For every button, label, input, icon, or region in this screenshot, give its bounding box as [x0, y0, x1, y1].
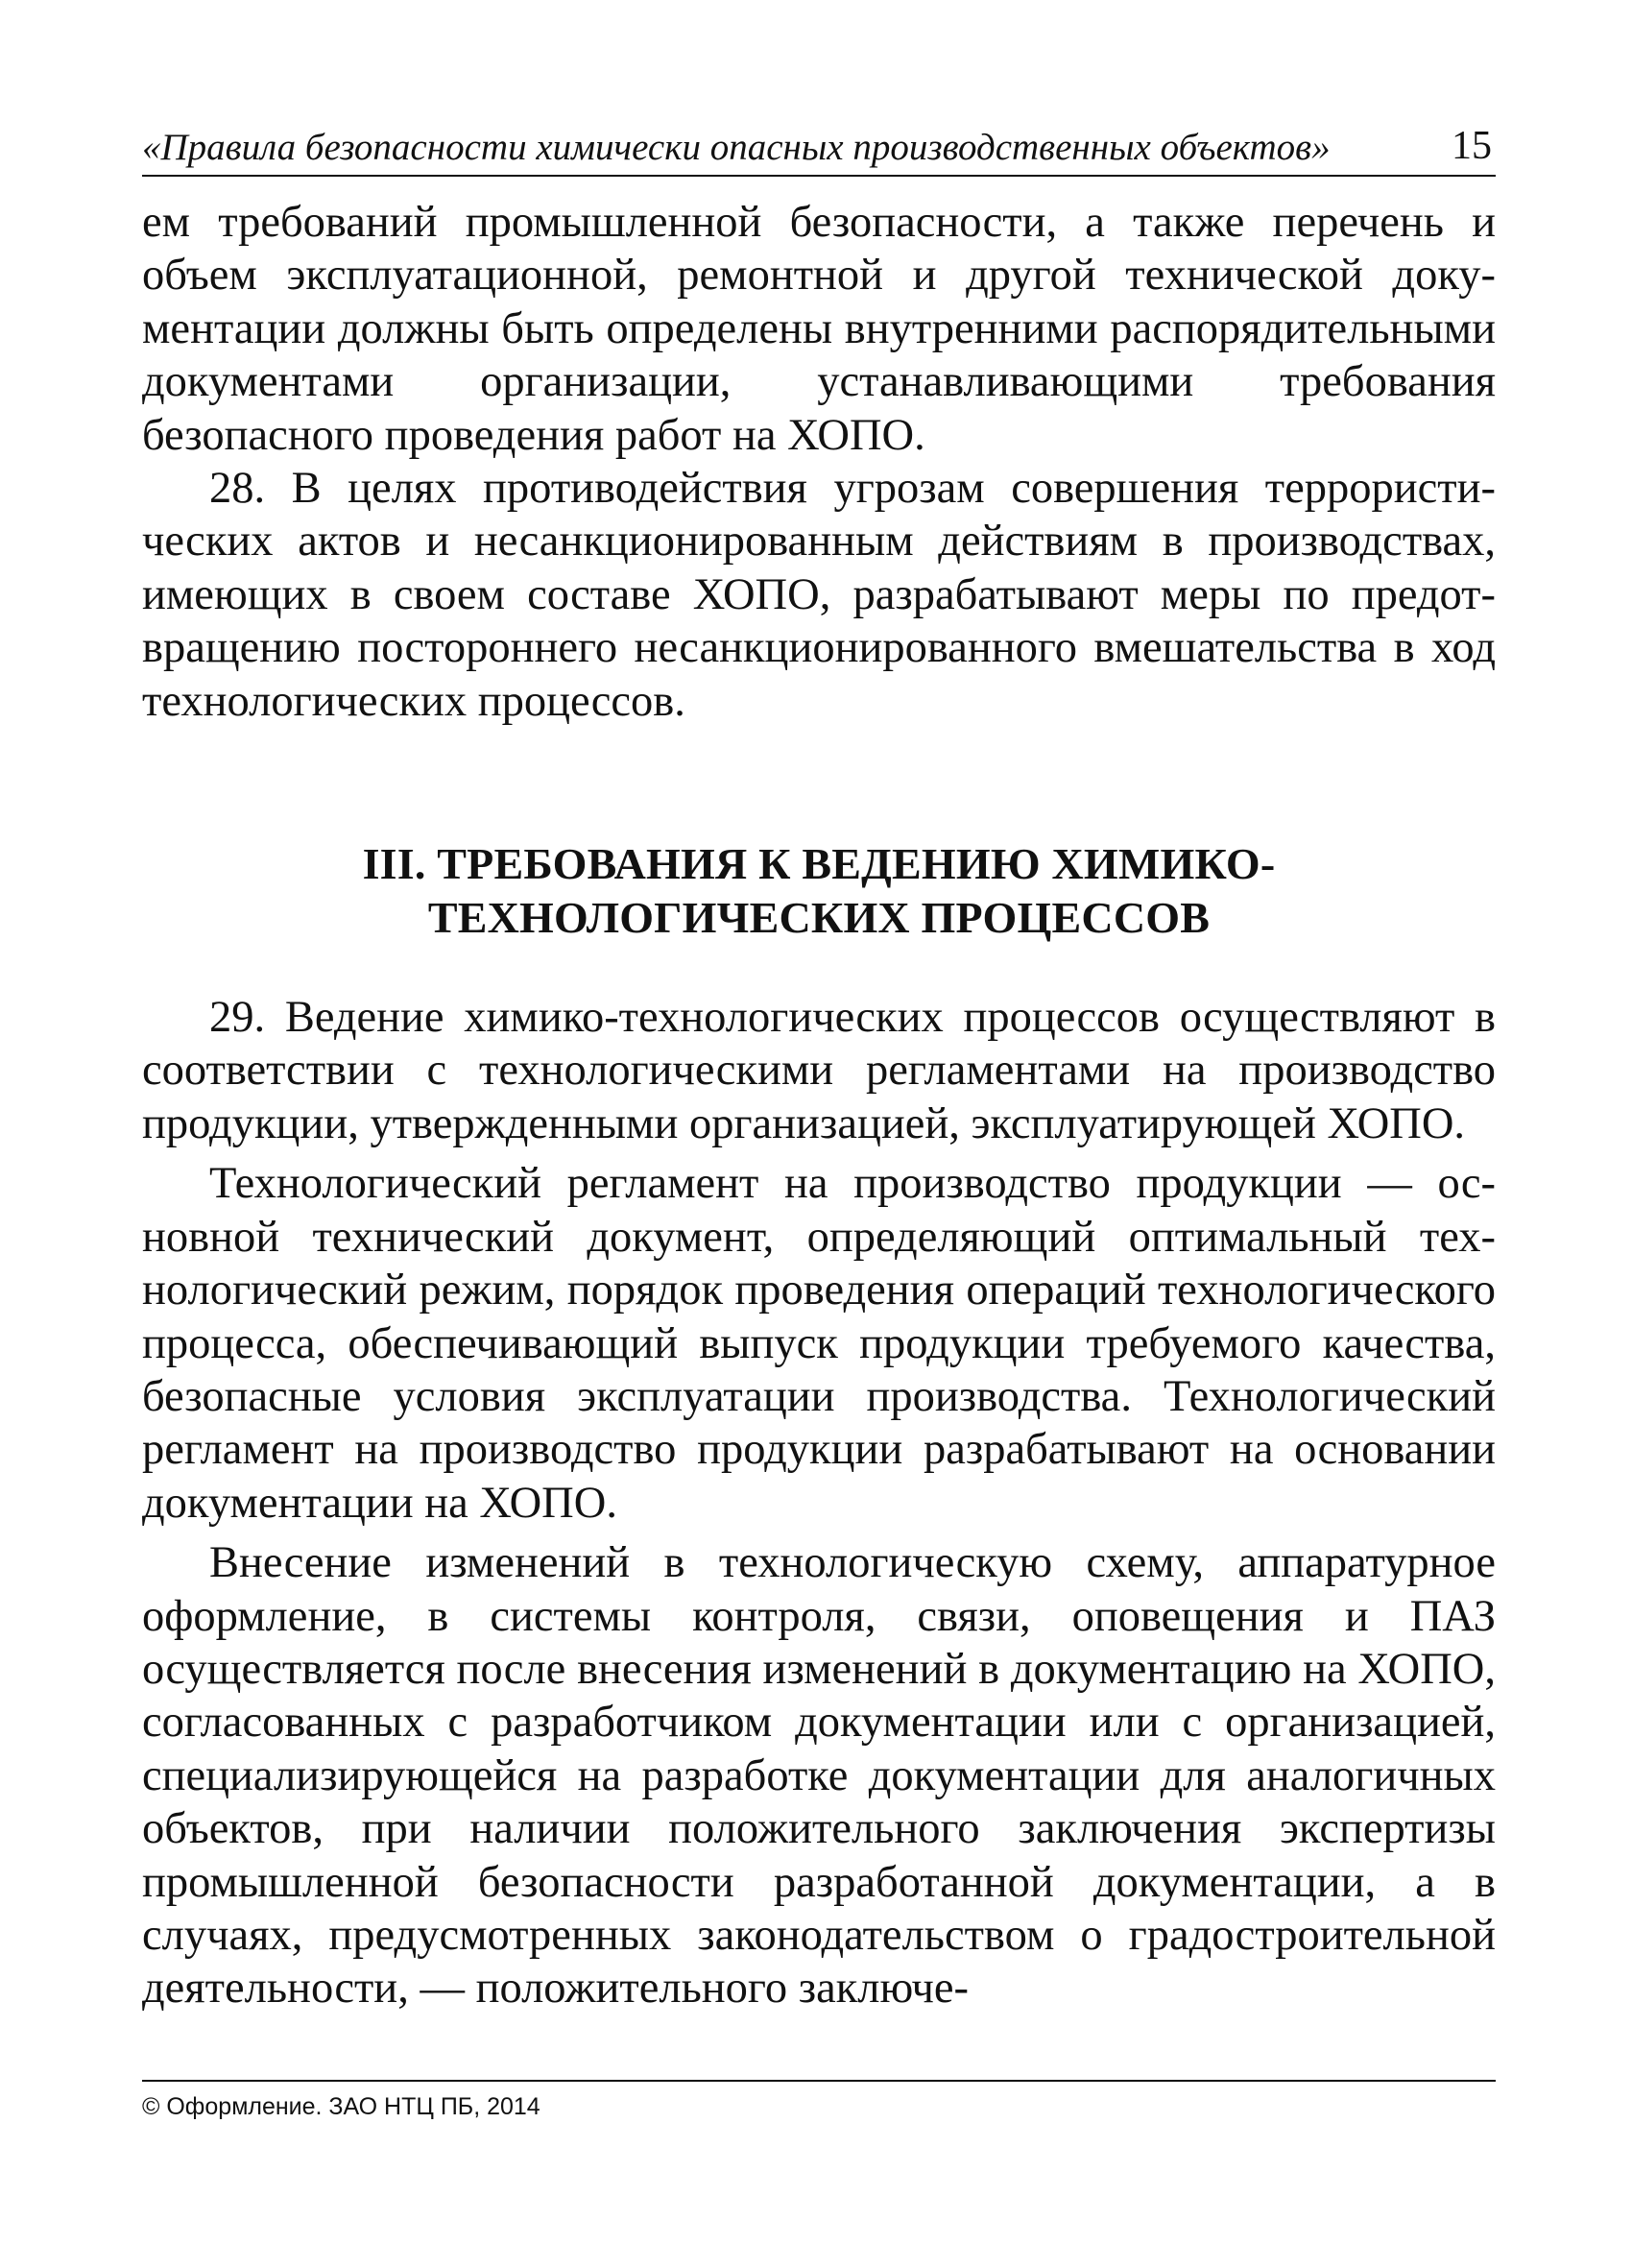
page-number: 15	[1452, 124, 1492, 168]
running-title: «Правила безопасности химически опасных производственных объектов»	[142, 127, 1331, 168]
body-text	[142, 196, 1496, 2015]
section-heading-line-2: ТЕХНОЛОГИЧЕСКИХ ПРОЦЕССОВ	[427, 893, 1211, 943]
paragraph-29: 29. Ведение химико-технологических процессов осуществляют в соответствии с технологическими регламентами на производство продукции, утвержденными организацией, эксплуатирующей ХОПО.	[142, 993, 1496, 1148]
paragraph-continuation: ем требований промышленной безопасности, а также перечень и объем эксплуатационной, ремонтной и другой технической документации должны быть определены внутренними распорядительными документами организации, устанавливающими требования безопасного проведения работ на ХОПО.	[142, 198, 1496, 460]
footer-copyright: © Оформление. ЗАО НТЦ ПБ, 2014	[142, 2093, 540, 2120]
paragraph-29-changes: Внесение изменений в технологическую схему, аппаратурное оформление, в системы контроля, связи, оповещения и ПАЗ осуществляется после внесения изменений в документацию на ХОПО, согласованных с разработчиком документации или с организацией, специализирующейся на разработке документации для аналогичных объектов, при наличии положительного заключения экспертизы промышленной безопасности разработанной документации, а в случаях, предусмотренных законодательством о градостроительной деятельности, — положительного заключе-	[142, 1538, 1496, 2014]
paragraph-28: 28. В целях противодействия угрозам совершения террористических актов и несанкционированным действиям в производствах, имеющих в своем составе ХОПО, разрабатывают меры по предотвращению постороннего несанкционированного вмешательства в ход технологических процессов.	[142, 464, 1496, 726]
document-page	[142, 113, 1496, 2015]
section-heading-line-1: III. ТРЕБОВАНИЯ К ВЕДЕНИЮ ХИМИКО-	[362, 839, 1276, 889]
page-footer	[142, 2080, 1496, 2121]
running-header	[142, 113, 1496, 177]
paragraph-29-regulation: Технологический регламент на производство продукции — основной технический документ, определяющий оптимальный технологический режим, порядок проведения операций технологического процесса, обеспечивающий выпуск продукции требуемого качества, безопасные условия эксплуатации производства. Технологический регламент на производство продукции разрабатывают на основании документации на ХОПО.	[142, 1159, 1496, 1528]
section-heading	[142, 837, 1496, 945]
